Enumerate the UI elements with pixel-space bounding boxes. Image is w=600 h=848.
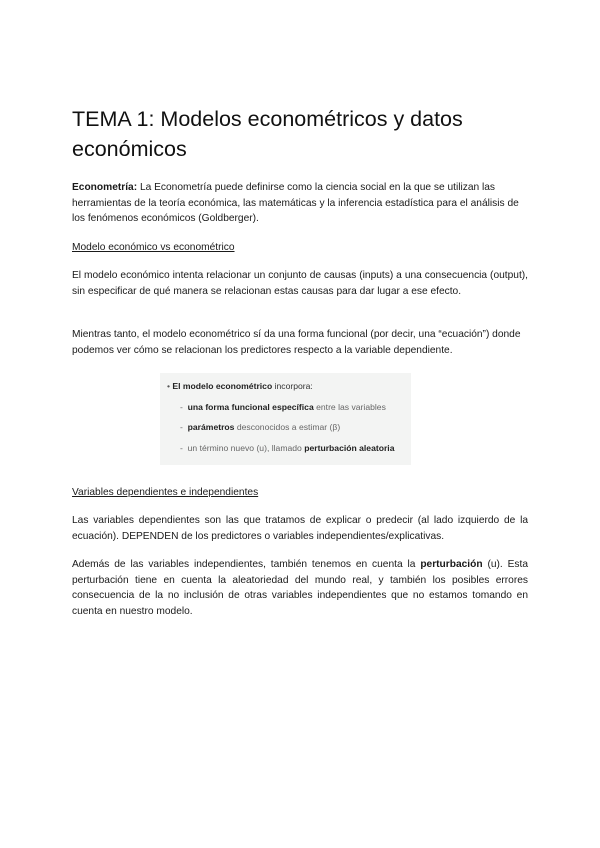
paragraph-modelo-economico: El modelo económico intenta relacionar un conjunto de causas (inputs) a una consecuencia (output), sin especificar de qué manera se relacionan estas causas para dar lugar a ese efecto. xyxy=(72,270,528,297)
figure-item2-rest: desconocidos a estimar (β) xyxy=(234,422,341,432)
figure-item2-bold: parámetros xyxy=(187,422,235,432)
definition-text: La Econometría puede definirse como la ciencia social en la que se utilizan las herramientas de la teoría económica, las matemáticas y la inferencia estadística para el análisis de los fenómenos económicos (Goldberger). xyxy=(72,182,519,224)
dash-icon: - xyxy=(180,422,183,432)
figure-item-perturbation xyxy=(180,443,394,454)
figure-intro xyxy=(167,381,313,392)
figure-item1-rest: entre las variables xyxy=(313,402,386,412)
paragraph-modelo-econometrico: Mientras tanto, el modelo econométrico sí da una forma funcional (por decir, una “ecuación”) donde podemos ver cómo se relacionan los predictores respecto a la variable dependiente. xyxy=(72,329,521,356)
definition-term: Econometría: xyxy=(72,182,138,193)
bullet-icon: • xyxy=(167,381,171,391)
econometric-model-figure xyxy=(160,373,411,465)
paragraph-perturbacion xyxy=(72,557,528,619)
section-heading-variables: Variables dependientes e independientes xyxy=(72,487,259,498)
definition-paragraph xyxy=(72,180,528,227)
para2-symbol: (u). xyxy=(482,559,503,570)
figure-item-parameters xyxy=(180,422,340,433)
figure-item-functional-form xyxy=(180,402,386,413)
figure-item3-pre: un término nuevo (u), llamado xyxy=(187,443,305,453)
dash-icon: - xyxy=(180,443,183,453)
para2-pre: Además de las variables independientes, también tenemos en cuenta la xyxy=(72,559,421,570)
para2-bold: perturbación xyxy=(420,559,483,570)
figure-intro-rest: incorpora: xyxy=(272,381,313,391)
page-title: TEMA 1: Modelos econométricos y datos económicos xyxy=(72,107,463,161)
figure-item3-bold: perturbación aleatoria xyxy=(304,443,395,453)
section-heading-modelo: Modelo económico vs econométrico xyxy=(72,242,235,253)
figure-intro-bold: El modelo econométrico xyxy=(172,381,273,391)
para2-rest: Esta perturbación tiene en cuenta la aleatoriedad del mundo real, y también los posibles errores consecuencia de la no inclusión de otras variables independientes que no estamos tomando en cuenta en nuestro modelo. xyxy=(72,559,528,617)
figure-item1-bold: una forma funcional específica xyxy=(187,402,314,412)
paragraph-variables-dependientes: Las variables dependientes son las que tratamos de explicar o predecir (al lado izquierdo de la ecuación). DEPENDEN de los predictores o variables independientes/explicativas. xyxy=(72,515,528,542)
dash-icon: - xyxy=(180,402,183,412)
